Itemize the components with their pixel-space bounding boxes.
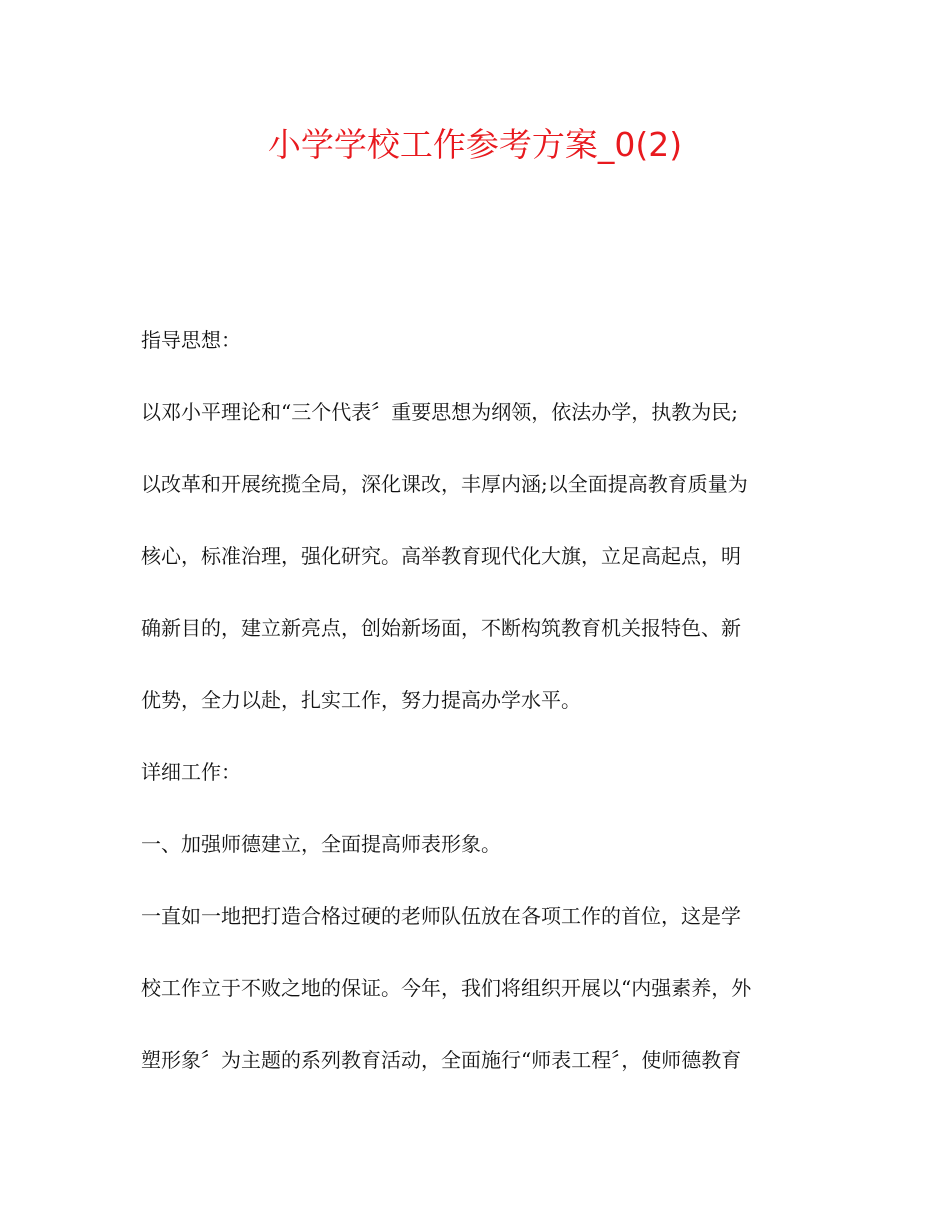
paragraph-section-one-body [141,880,821,1096]
text-line: 以邓小平理论和“三个代表〞重要思想为纲领，依法办学，执教为民; [141,400,738,424]
text-line: 以改革和开展统揽全局，深化课改，丰厚内涵;以全面提高教育质量为 [141,472,748,496]
document-body [141,304,821,1096]
text-line: 一直如一地把打造合格过硬的老师队伍放在各项工作的首位，这是学 [141,904,741,928]
text-line: 优势，全力以赴，扎实工作，努力提高办学水平。 [141,688,581,712]
text-line: 核心，标准治理，强化研究。高举教育现代化大旗，立足高起点，明 [141,544,741,568]
text-line: 确新目的，建立新亮点，创始新场面，不断构筑教育机关报特色、新 [141,616,741,640]
text-line: 塑形象〞为主题的系列教育活动，全面施行“师表工程〞，使师德教育 [141,1048,742,1072]
paragraph-guiding-ideology [141,376,821,736]
text-line: 一、加强师德建立，全面提高师表形象。 [141,832,501,856]
document-title: 小学学校工作参考方案_0(2) [267,125,683,164]
text-line: 指导思想： [141,328,241,352]
text-line: 校工作立于不败之地的保证。今年，我们将组织开展以“内强素养，外 [141,976,752,1000]
paragraph-section-one-heading [141,808,821,880]
paragraph-guiding-ideology-heading [141,304,821,376]
paragraph-detailed-work-heading [141,736,821,808]
text-line: 详细工作： [141,760,241,784]
